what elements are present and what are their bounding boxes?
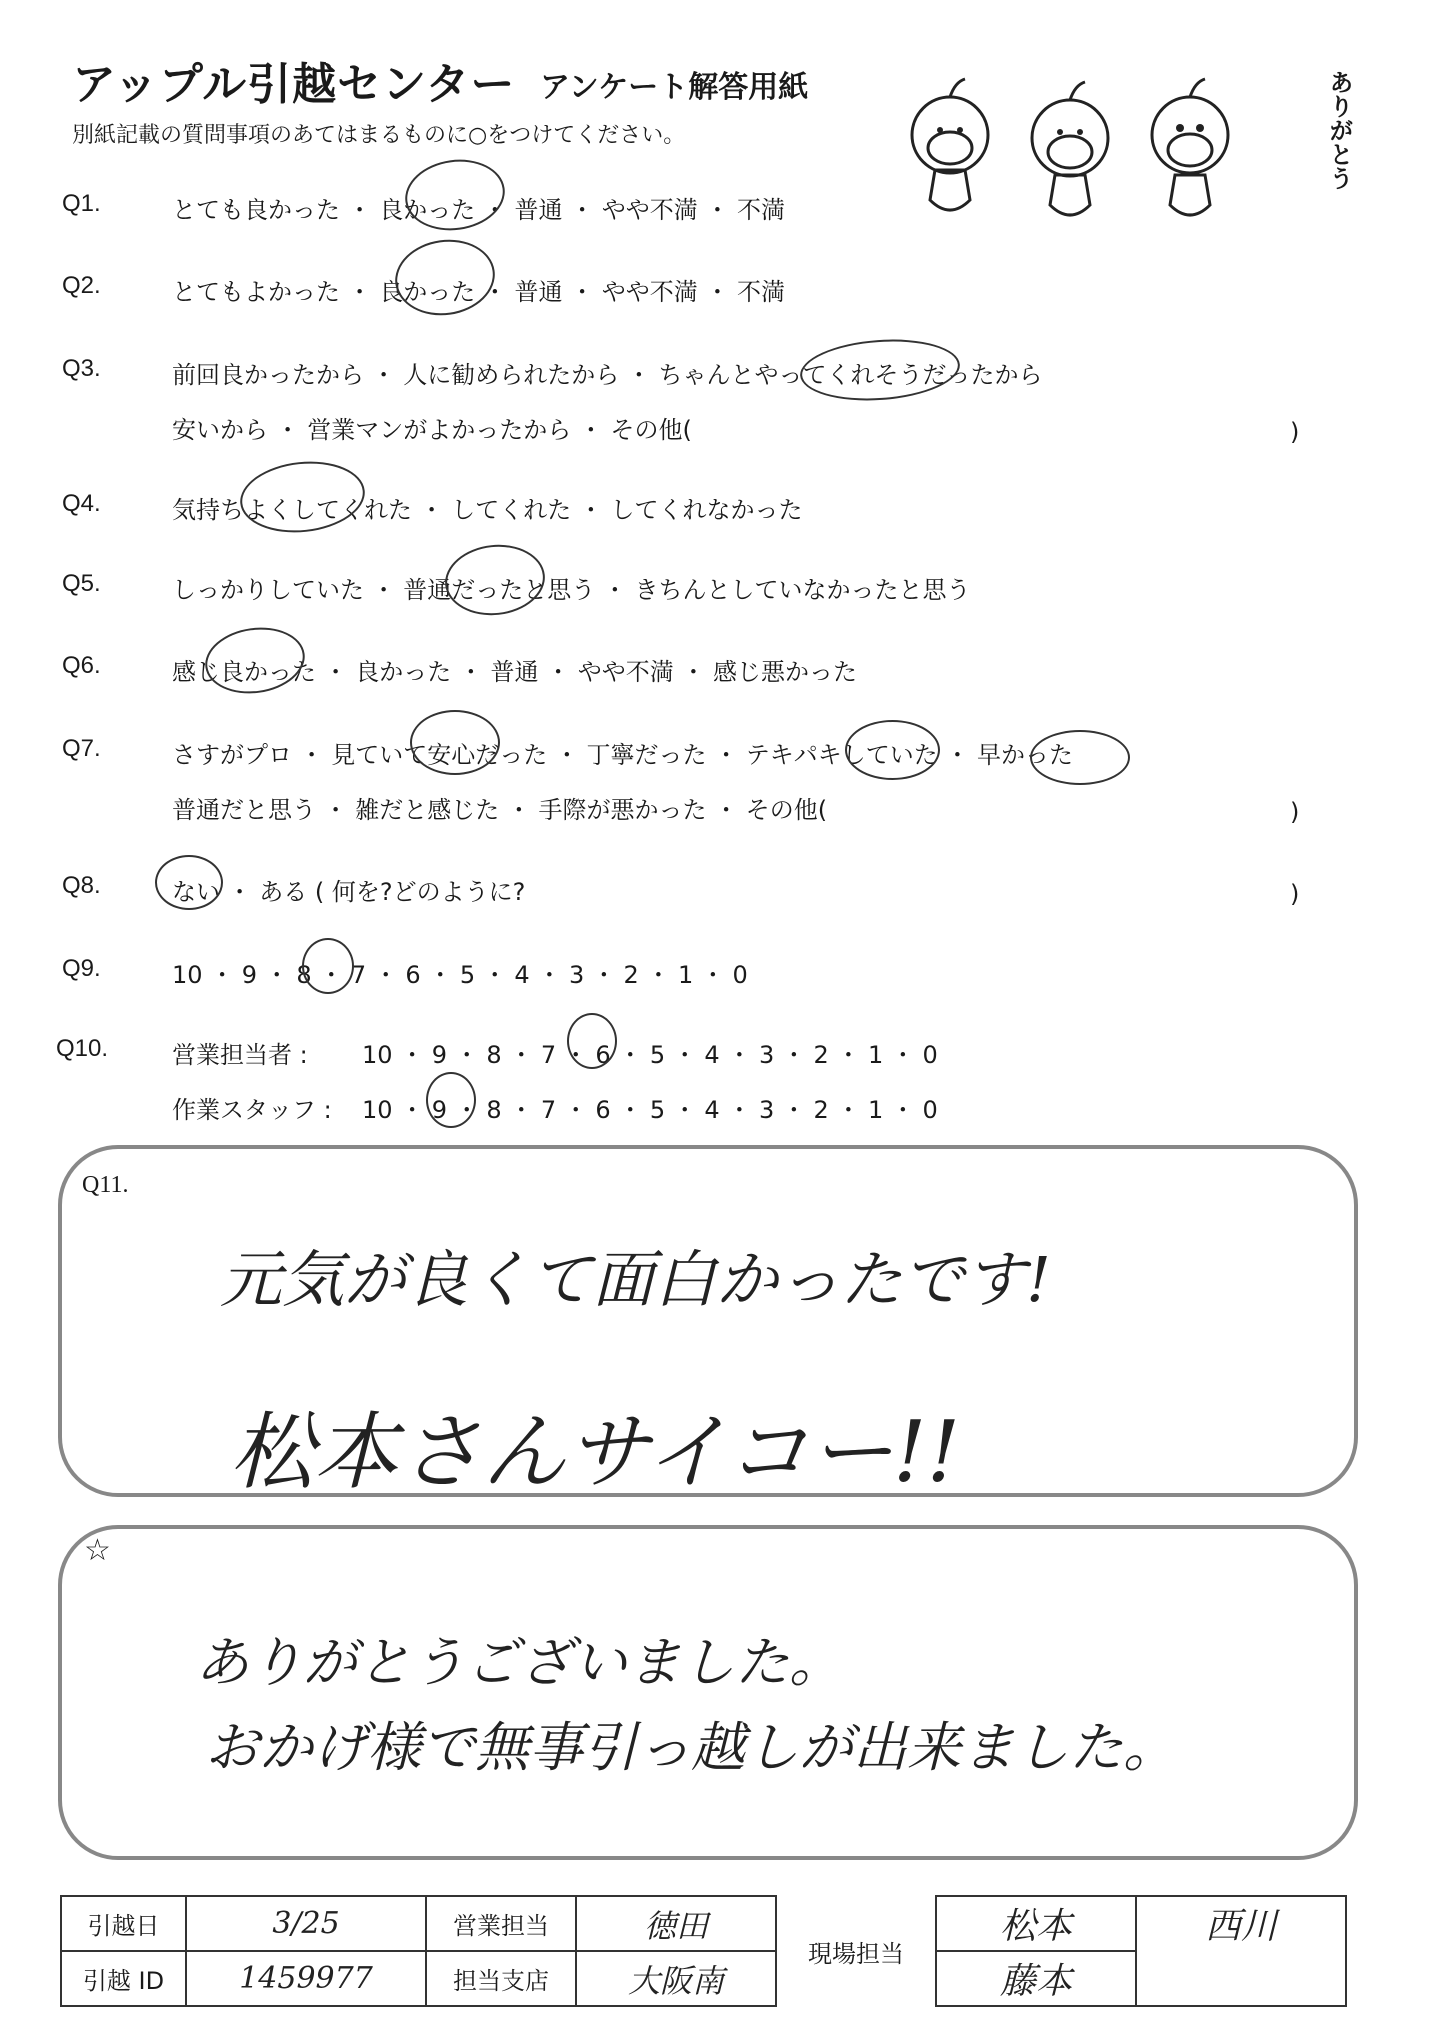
- q7-answer-circle-2: [845, 720, 940, 780]
- q5-options: しっかりしていた ・ 普通だったと思う ・ きちんとしていなかったと思う: [172, 576, 971, 604]
- q2-answer-circle: [390, 233, 499, 321]
- site-label: 現場担当: [776, 1896, 936, 2006]
- q3-options-line2: 安いから ・ 営業マンがよかったから ・ その他(: [172, 416, 692, 444]
- q8-label: Q8.: [62, 872, 101, 899]
- q7-answer-circle-3: [1030, 730, 1130, 785]
- q10-staff-label: 作業スタッフ :: [172, 1096, 332, 1124]
- q11-handwritten-line2: 松本さんサイコー!!: [230, 1403, 961, 1501]
- q3-label: Q3.: [62, 355, 101, 382]
- star-handwritten-line1: ありがとうございました。: [195, 1631, 843, 1694]
- q8-close-paren: ): [1290, 880, 1300, 908]
- q5-answer-circle: [442, 540, 549, 620]
- q10-staff-scale: 10 ・ 9 ・ 8 ・ 7 ・ 6 ・ 5 ・ 4 ・ 3 ・ 2 ・ 1 ・ 0: [362, 1096, 938, 1124]
- q1-options: とても良かった ・ 良かった ・ 普通 ・ やや不満 ・ 不満: [172, 196, 786, 224]
- q10-sales-label: 営業担当者 :: [172, 1041, 308, 1069]
- q8-answer-circle: [155, 855, 223, 910]
- q11-handwritten-line1: 元気が良くて面白かったです!: [220, 1243, 1051, 1316]
- q7-options-line2: 普通だと思う ・ 雑だと感じた ・ 手際が悪かった ・ その他(: [172, 796, 828, 824]
- q11-label: Q11.: [82, 1172, 129, 1198]
- q6-label: Q6.: [62, 652, 101, 679]
- sales-name-value: 徳田: [576, 1896, 776, 1951]
- site-name-3: 西川: [1136, 1896, 1346, 2006]
- q7-close-paren: ): [1290, 798, 1300, 826]
- q2-label: Q2.: [62, 272, 101, 299]
- sales-label: 営業担当: [426, 1896, 576, 1951]
- q9-scale: 10 ・ 9 ・ 8 ・ 7 ・ 6 ・ 5 ・ 4 ・ 3 ・ 2 ・ 1 ・ 0: [172, 961, 748, 989]
- q7-options-line1: さすがプロ ・ 見ていて安心だった ・ 丁寧だった ・ テキパキしていた ・ 早かった: [172, 741, 1074, 769]
- q6-answer-circle: [201, 621, 309, 699]
- site-name-2: 藤本: [936, 1951, 1136, 2006]
- thanks-vertical-text: ありがとう: [1325, 70, 1353, 190]
- q8-options: ない ・ ある ( 何を?どのように?: [172, 878, 526, 906]
- q5-label: Q5.: [62, 570, 101, 597]
- star-label: ☆: [84, 1534, 111, 1567]
- star-handwritten-line2: おかげ様で無事引っ越しが出来ました。: [205, 1716, 1177, 1779]
- move-id-label: 引越 ID: [61, 1951, 186, 2006]
- q2-options: とてもよかった ・ 良かった ・ 普通 ・ やや不満 ・ 不満: [172, 278, 786, 306]
- q10-staff-answer-circle: [426, 1072, 476, 1128]
- q4-answer-circle: [237, 456, 369, 539]
- q9-answer-circle: [302, 938, 354, 994]
- q3-options-line1: 前回良かったから ・ 人に勧められたから ・ ちゃんとやってくれそうだったから: [172, 361, 1043, 389]
- branch-label: 担当支店: [426, 1951, 576, 2006]
- q10-sales-scale: 10 ・ 9 ・ 8 ・ 7 ・ 6 ・ 5 ・ 4 ・ 3 ・ 2 ・ 1 ・ 0: [362, 1041, 938, 1069]
- monkey-mascots-illustration: [890, 60, 1250, 235]
- q9-label: Q9.: [62, 955, 101, 982]
- site-name-1: 松本: [936, 1896, 1136, 1951]
- q6-options: 感じ良かった ・ 良かった ・ 普通 ・ やや不満 ・ 感じ悪かった: [172, 658, 858, 686]
- branch-name-value: 大阪南: [576, 1951, 776, 2006]
- q3-close-paren: ): [1290, 418, 1300, 446]
- instruction-text: 別紙記載の質問事項のあてはまるものに○をつけてください。: [72, 123, 686, 148]
- move-date-label: 引越日: [61, 1896, 186, 1951]
- move-info-table: [60, 1895, 1347, 2007]
- move-date-value: 3/25: [186, 1896, 426, 1951]
- q10-sales-answer-circle: [567, 1013, 617, 1069]
- form-subtitle: アンケート解答用紙: [540, 70, 809, 105]
- q4-label: Q4.: [62, 490, 101, 517]
- form-title: アップル引越センター: [72, 59, 516, 110]
- q3-answer-circle: [798, 334, 962, 405]
- q10-label: Q10.: [56, 1035, 109, 1062]
- move-id-value: 1459977: [186, 1951, 426, 2006]
- q7-label: Q7.: [62, 735, 101, 762]
- q4-options: 気持ちよくしてくれた ・ してくれた ・ してくれなかった: [172, 496, 803, 524]
- q7-answer-circle-1: [410, 710, 500, 775]
- q1-label: Q1.: [62, 190, 101, 217]
